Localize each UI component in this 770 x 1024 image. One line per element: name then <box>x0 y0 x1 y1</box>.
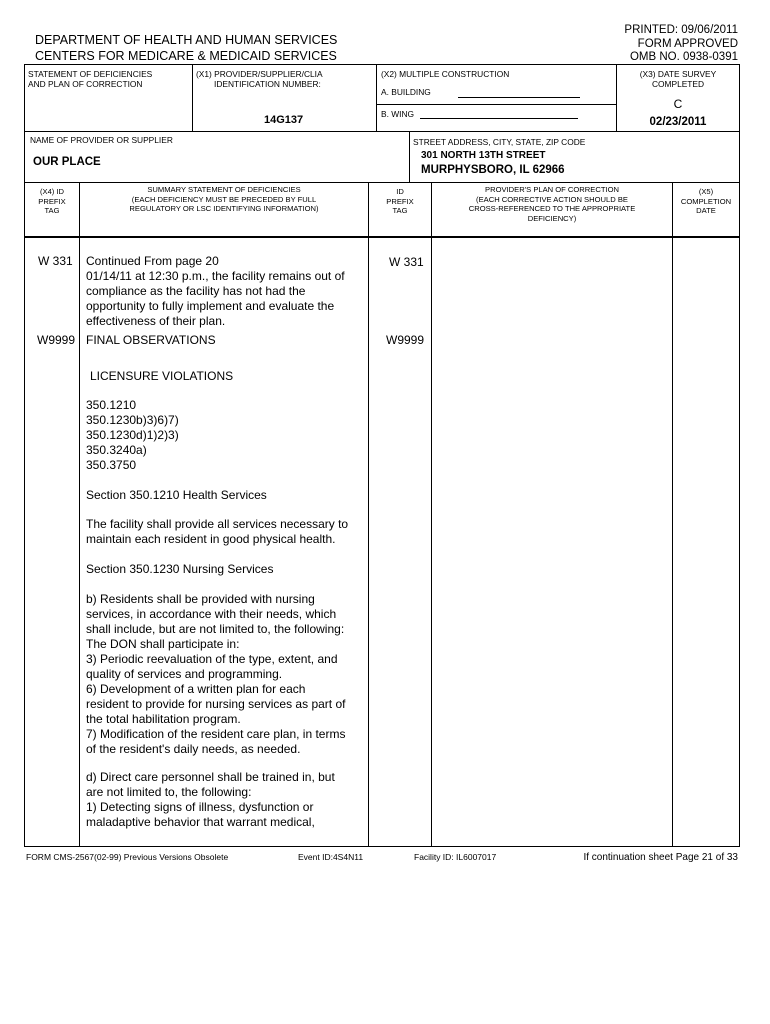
section-health-services: Section 350.1210 Health Services <box>86 488 267 502</box>
direct-care-paragraph: d) Direct care personnel shall be trained in, but are not limited to, the following: 1) Detecting signs of illness, dysfunction or maladaptive behavior that warrant medical, <box>86 770 335 829</box>
address-label: STREET ADDRESS, CITY, STATE, ZIP CODE <box>413 137 586 147</box>
summary-header: SUMMARY STATEMENT OF DEFICIENCIES (EACH DEFICIENCY MUST BE PRECEDED BY FULL REGULATORY OR LSC IDENTIFYING INFORMATION) <box>129 185 319 213</box>
provider-name-label: NAME OF PROVIDER OR SUPPLIER <box>30 135 173 145</box>
section-nursing-services: Section 350.1230 Nursing Services <box>86 562 274 576</box>
wing-blank <box>420 118 578 119</box>
health-services-paragraph: The facility shall provide all services necessary to maintain each resident in good physical health. <box>86 517 349 546</box>
survey-completed-date: 02/23/2011 <box>649 116 707 128</box>
tag-w9999-right: W9999 <box>386 333 425 347</box>
building-label: A. BUILDING <box>381 87 431 97</box>
x3-label-1: (X3) DATE SURVEY <box>639 69 717 79</box>
x4-header: (X4) ID PREFIX TAG <box>38 187 66 215</box>
continued-paragraph: Continued From page 20 01/14/11 at 12:30 p.m., the facility remains out of compliance as the facility has not had the opportunity to fully implement and evaluate the effectiveness of their plan. <box>86 254 345 328</box>
provider-id-number: 14G137 <box>264 114 304 126</box>
department-line-1: DEPARTMENT OF HEALTH AND HUMAN SERVICES <box>35 33 338 47</box>
licensure-violations: LICENSURE VIOLATIONS <box>90 369 234 383</box>
x1-label-2: IDENTIFICATION NUMBER: <box>214 79 321 89</box>
x2-label: (X2) MULTIPLE CONSTRUCTION <box>381 69 510 79</box>
provider-name: OUR PLACE <box>33 156 101 168</box>
regulation-codes: 350.1210 350.1230b)3)6)7) 350.1230d)1)2)3) 350.3240a) 350.3750 <box>86 398 179 472</box>
footer-event-id: Event ID:4S4N11 <box>298 852 364 862</box>
footer-facility-id: Facility ID: IL6007017 <box>414 852 497 862</box>
footer-continuation: If continuation sheet Page 21 of 33 <box>583 852 738 863</box>
wing-label: B. WING <box>381 109 415 119</box>
printed-date: PRINTED: 09/06/2011 <box>624 24 738 36</box>
completion-header: (X5) COMPLETION DATE <box>680 187 732 215</box>
tag-w331-right: W 331 <box>389 255 424 269</box>
building-blank <box>458 97 580 98</box>
x1-label-1: (X1) PROVIDER/SUPPLIER/CLIA <box>196 69 323 79</box>
tag-w331-left: W 331 <box>38 254 73 268</box>
footer-form-number: FORM CMS-2567(02-99) Previous Versions Obsolete <box>26 852 229 862</box>
statement-label-2: AND PLAN OF CORRECTION <box>28 79 143 89</box>
address-city: MURPHYSBORO, IL 62966 <box>421 164 565 176</box>
department-line-2: CENTERS FOR MEDICARE & MEDICAID SERVICES <box>35 49 337 63</box>
x3-label-2: COMPLETED <box>651 79 705 89</box>
form-approved: FORM APPROVED <box>637 38 738 50</box>
address-street: 301 NORTH 13TH STREET <box>421 150 546 161</box>
survey-code: C <box>673 97 683 111</box>
id-header: ID PREFIX TAG <box>386 187 414 215</box>
plan-header: PROVIDER'S PLAN OF CORRECTION (EACH CORRECTIVE ACTION SHOULD BE CROSS-REFERENCED TO THE APPROPRIATE DEFICIENCY) <box>468 185 636 223</box>
omb-number: OMB NO. 0938-0391 <box>629 51 738 63</box>
final-observations: FINAL OBSERVATIONS <box>86 333 216 347</box>
statement-label-1: STATEMENT OF DEFICIENCIES <box>28 69 153 79</box>
nursing-services-paragraph: b) Residents shall be provided with nursing services, in accordance with their needs, which shall include, but are not limited to, the following: The DON shall participate in: 3) Periodic reevaluation of the type, extent, and quality of services and programming. 6) Development of a written plan for each resident to provide for nursing services as part of the total habilitation program. 7) Modification of the resident care plan, in terms of the resident's daily needs, as needed. <box>86 592 346 756</box>
tag-w9999-left: W9999 <box>37 333 76 347</box>
